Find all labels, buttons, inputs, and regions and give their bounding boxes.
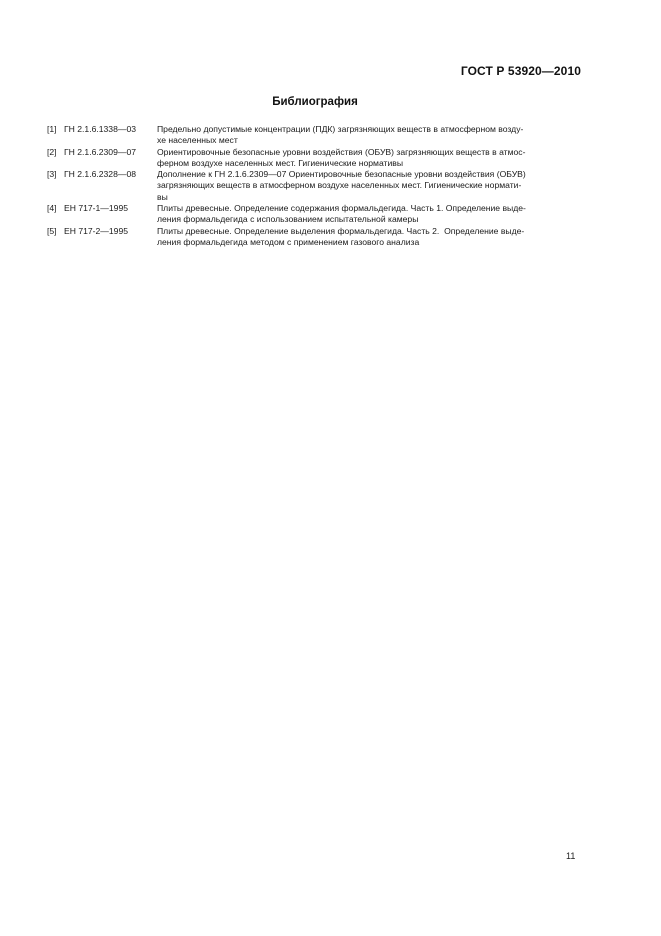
entry-number: [2] <box>47 146 57 157</box>
bibliography-entry <box>47 169 587 203</box>
bibliography-list <box>47 124 587 248</box>
bibliography-entry <box>47 147 587 170</box>
bibliography-entry <box>47 124 587 147</box>
entry-text: Плиты древесные. Определение содержания формальдегида. Часть 1. Определение выде- ления формальдегида с использованием испытательной камеры <box>157 203 526 225</box>
page-number: 11 <box>566 851 576 861</box>
entry-code: ЕН 717-2—1995 <box>64 225 129 236</box>
entry-text: Предельно допустимые концентрации (ПДК) загрязняющих веществ в атмосферном возду- хе населенных мест <box>157 124 524 146</box>
entry-number: [1] <box>47 124 57 134</box>
bibliography-entry <box>47 226 587 249</box>
entry-text: Ориентировочные безопасные уровни воздействия (ОБУВ) загрязняющих веществ в атмос- ферном воздухе населенных мест. Гигиенические нормативы <box>157 146 526 168</box>
entry-text: Плиты древесные. Определение выделения формальдегида. Часть 2. Определение выде- ления формальдегида методом с применением газового анализа <box>157 225 525 247</box>
entry-code: ГН 2.1.6.1338—03 <box>64 124 137 134</box>
entry-number: [5] <box>47 225 57 236</box>
entry-code: ЕН 717-1—1995 <box>64 203 129 214</box>
entry-text: Дополнение к ГН 2.1.6.2309—07 Ориентировочные безопасные уровни воздействия (ОБУВ) загрязняющих веществ в атмосферном воздухе населенных мест. Гигиенические нормати- вы <box>157 169 526 202</box>
document-number-header: ГОСТ Р 53920—2010 <box>460 64 581 78</box>
entry-number: [3] <box>47 169 57 180</box>
entry-code: ГН 2.1.6.2328—08 <box>64 169 137 180</box>
entry-number: [4] <box>47 203 57 214</box>
entry-code: ГН 2.1.6.2309—07 <box>64 146 137 157</box>
section-title: Библиография <box>272 96 358 108</box>
bibliography-entry <box>47 203 587 226</box>
